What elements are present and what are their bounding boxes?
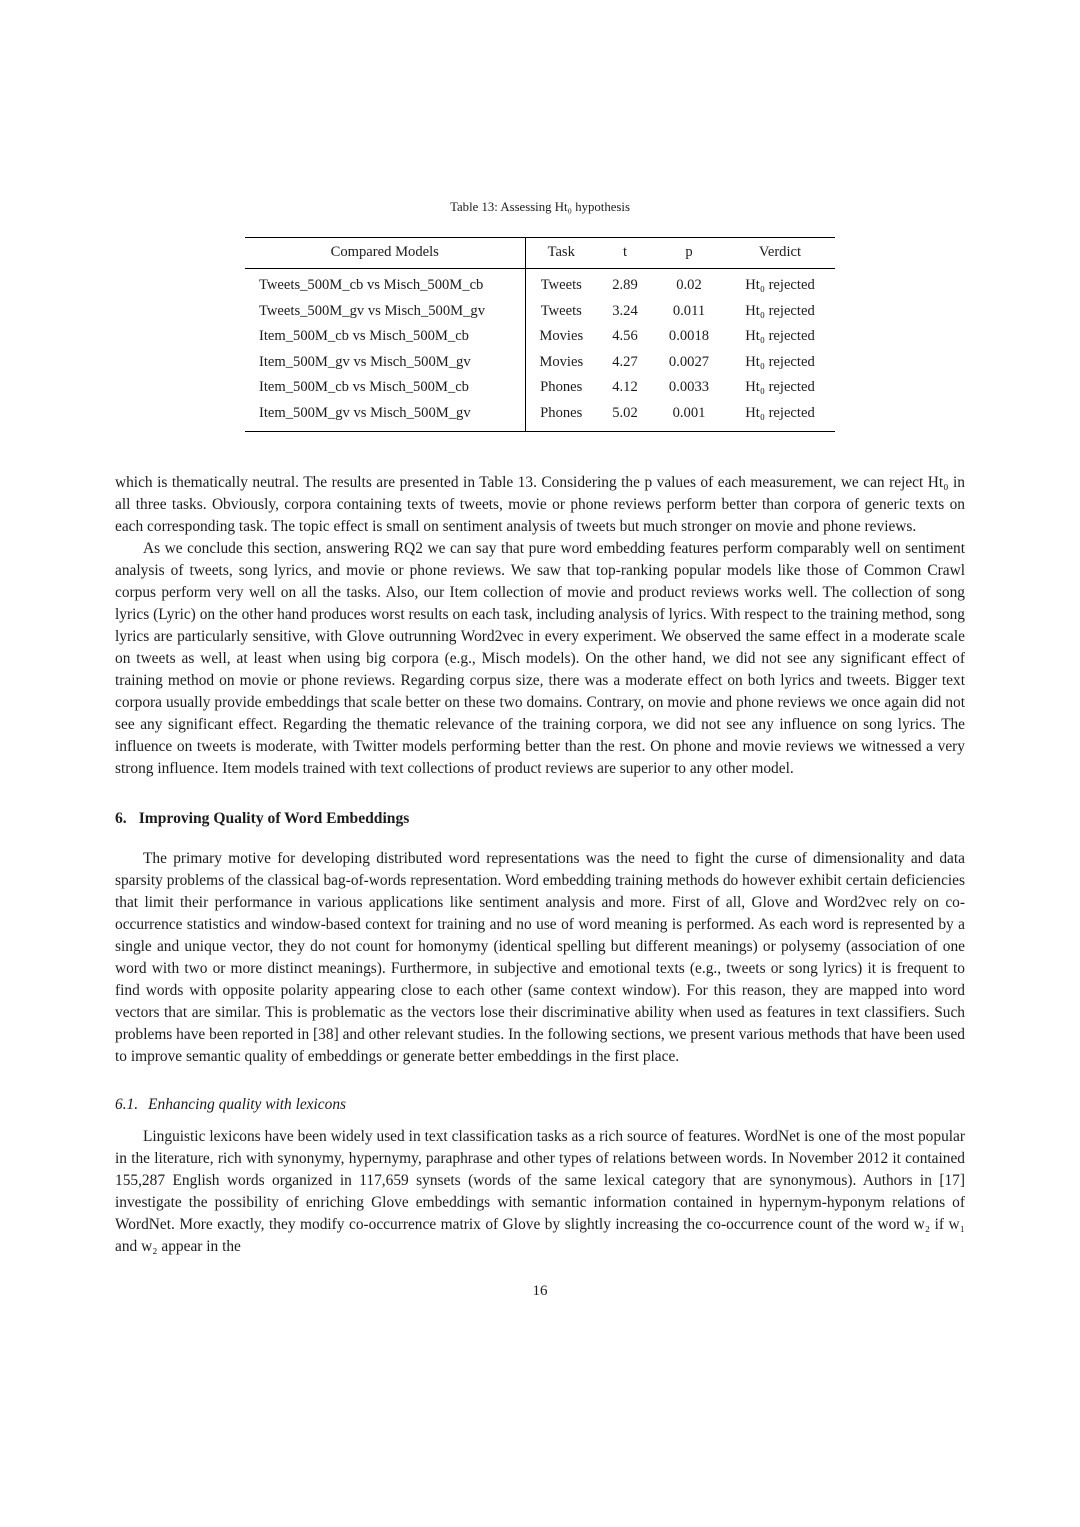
cell-t: 4.56 [612,328,638,345]
section-6-paragraph: The primary motive for developing distributed word representations was the need to fight the curse of dimensionality and data sparsity problems of the classical bag-of-words representation. Word embedding training methods do however exhibit certain deficiencies that limit their performance in various applications like sentiment analysis and more. First of all, Glove and Word2vec rely on co-occurrence statistics and window-based context for training and no use of word meaning is performed. As each word is represented by a single and unique vector, they do not count for homonymy (identical spelling but different meanings) or polysemy (association of one word with two or more distinct meanings). Furthermore, in subjective and emotional texts (e.g., tweets or song lyrics) it is frequent to find words with opposite polarity appearing close to each other (same context window). For this reason, they are mapped into word vectors that are similar. This is problematic as the vectors lose their discriminative ability when used as features in text classifiers. Such problems have been reported in [38] and other relevant studies. In the following sections, we present various methods that have been used to improve semantic quality of embeddings or generate better embeddings in the first place. [115,849,965,1065]
cell-compared-models: Tweets_500M_gv vs Misch_500M_gv [245,298,525,324]
cell-task: Phones [540,405,583,422]
section-6-heading [115,808,965,830]
cell-task: Movies [539,353,584,370]
table-header-row [245,238,835,269]
cell-task: Movies [539,328,584,345]
cell-compared-models: Item_500M_gv vs Misch_500M_gv [245,349,525,375]
cell-task: Phones [540,379,583,396]
section-6-1-number: 6.1. [115,1095,139,1113]
body-paragraph-2: As we conclude this section, answering RQ2 we can say that pure word embedding features perform comparably well on sentiment analysis of tweets, song lyrics, and movie or phone reviews. We saw that top-ranking popular models like those of Common Crawl corpus perform very well on all the tasks. Also, our Item collection of movie and product reviews works well. The collection of song lyrics (Lyric) on the other hand produces worst results on each task, including analysis of lyrics. With respect to the training method, song lyrics are particularly sensitive, with Glove outrunning Word2vec in every experiment. We observed the same effect in a moderate scale on tweets as well, at least when using big corpora (e.g., Misch models). On the other hand, we did not see any significant effect of training method on movie or phone reviews. Regarding corpus size, there was a moderate effect on both lyrics and tweets. Bigger text corpora usually provide embeddings that scale better on these two domains. Contrary, on movie and phone reviews we once again did not see any significant effect. Regarding the thematic relevance of the training corpora, we did not see any influence on song lyrics. The influence on tweets is moderate, with Twitter models performing better than the rest. On phone and movie reviews we witnessed a very strong influence. Item models trained with text collections of product reviews are superior to any other model. [115,539,965,777]
section-6-1-paragraph: Linguistic lexicons have been widely used in text classification tasks as a rich source of features. WordNet is one of the most popular in the literature, rich with synonymy, hypernymy, paraphrase and other types of relations between words. In November 2012 it contained 155,287 English words organized in 117,659 synsets (words of the same lexical category that are synonymous). Authors in [17] investigate the possibility of enriching Glove embeddings with semantic information contained in hypernym-hyponym relations of WordNet. More exactly, they modify co-occurrence matrix of Glove by slightly increasing the co-occurrence count of the word w₂ if w₁ and w₂ appear in the [115,1127,965,1255]
cell-verdict: Ht₀ rejected [745,277,815,293]
table-row [245,269,835,299]
table-caption: Table 13: Assessing Ht₀ hypothesis [450,200,630,214]
cell-compared-models: Tweets_500M_cb vs Misch_500M_cb [245,269,525,299]
cell-compared-models: Item_500M_gv vs Misch_500M_gv [245,401,525,432]
cell-verdict: Ht₀ rejected [745,379,815,396]
cell-verdict: Ht₀ rejected [745,353,815,370]
col-header-t: t [597,238,653,269]
cell-t: 2.89 [612,277,638,293]
body-paragraph-1: which is thematically neutral. The results are presented in Table 13. Considering the p values of each measurement, we can reject Ht₀ in all three tasks. Obviously, corpora containing texts of tweets, movie or phone reviews perform better than corpora of generic texts on each corresponding task. The topic effect is small on sentiment analysis of tweets but much stronger on movie and phone reviews. [115,473,965,535]
table-row [245,349,835,375]
cell-p: 0.0027 [668,353,710,370]
section-6-1-title: Enhancing quality with lexicons [148,1095,347,1113]
cell-compared-models: Item_500M_cb vs Misch_500M_cb [245,324,525,350]
results-table-head [245,238,835,269]
results-table [245,237,835,432]
table-row [245,298,835,324]
cell-task: Tweets [540,302,582,319]
page-number: 16 [532,1282,548,1299]
table-row [245,375,835,401]
section-6-number: 6. [115,809,127,827]
cell-verdict: Ht₀ rejected [745,302,815,319]
table-row [245,401,835,432]
cell-p: 0.011 [672,302,706,319]
col-header-p: p [653,238,725,269]
table-row [245,324,835,350]
cell-task: Tweets [540,277,582,293]
section-6-1-heading [115,1094,965,1116]
cell-t: 4.27 [612,353,638,370]
results-table-body [245,269,835,432]
cell-t: 4.12 [612,379,638,396]
cell-p: 0.02 [676,277,702,293]
section-6-title: Improving Quality of Word Embeddings [138,809,410,827]
col-header-task: Task [525,238,597,269]
cell-p: 0.0033 [668,379,710,396]
cell-t: 3.24 [612,302,638,319]
col-header-verdict: Verdict [725,238,835,269]
cell-compared-models: Item_500M_cb vs Misch_500M_cb [245,375,525,401]
paper-page-content [115,0,965,1302]
cell-p: 0.001 [672,405,706,422]
body-text [115,472,965,1302]
cell-p: 0.0018 [668,328,710,345]
cell-verdict: Ht₀ rejected [745,405,815,422]
cell-verdict: Ht₀ rejected [745,328,815,345]
cell-t: 5.02 [612,405,638,422]
col-header-compared-models: Compared Models [245,238,525,269]
